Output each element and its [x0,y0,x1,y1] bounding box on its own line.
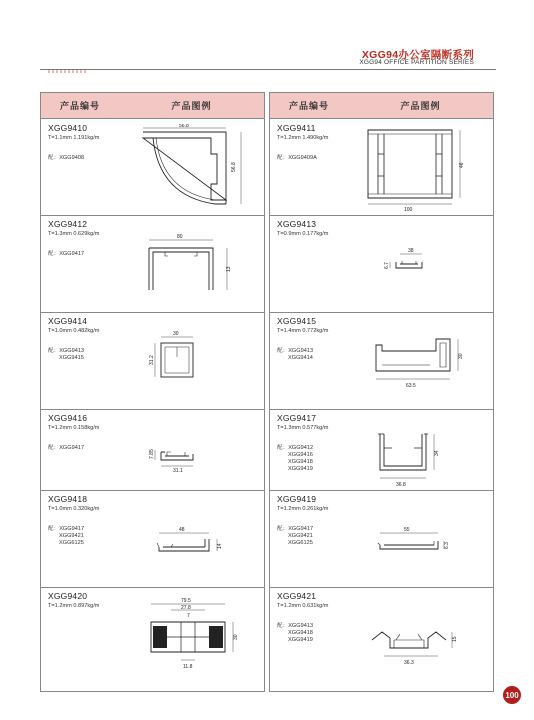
match-list [277,526,313,547]
svg-text:79.5: 79.5 [181,598,191,604]
product-cell-xgg9415 [270,313,493,409]
match-label: 配： [48,526,60,532]
match-list [277,348,313,362]
product-spec: T=1.0mm 0.482kg/m [48,328,100,334]
product-spec: T=1.0mm 0.320kg/m [48,506,100,512]
match-label: 配： [277,445,289,451]
svg-text:55: 55 [404,527,410,533]
match-item: XGG9418 [288,630,313,636]
profile-drawing [131,317,261,405]
match-item: XGG9417 [59,251,85,257]
column-header [270,93,493,119]
match-item: XGG9415 [59,355,84,361]
drawing-header: 产品图例 [400,101,441,111]
profile-drawing [131,124,261,212]
match-list [277,445,313,473]
match-label: 配： [277,623,289,629]
svg-text:30: 30 [233,634,239,640]
match-label: 配： [277,526,289,532]
profile-drawing [360,495,490,583]
column-header [41,93,264,119]
svg-text:14: 14 [217,543,223,549]
svg-text:36.8: 36.8 [396,482,406,488]
product-spec: T=1.2mm 0.897kg/m [48,603,100,609]
profile-drawing [131,495,261,583]
profile-drawing [360,220,490,308]
product-code: XGG9411 [277,123,316,133]
match-list [48,348,84,362]
svg-text:38: 38 [408,248,414,254]
svg-text:6.7: 6.7 [384,262,390,269]
svg-text:34: 34 [434,450,440,456]
product-spec: T=1.3mm 0.629kg/m [48,231,100,237]
match-label: 配： [48,155,60,161]
match-list [48,445,84,452]
svg-text:11.8: 11.8 [183,664,193,670]
product-code: XGG9421 [277,591,317,601]
svg-text:7.85: 7.85 [149,449,155,459]
product-code: XGG9412 [48,219,88,229]
header-subtitle: XGG94 OFFICE PARTITION SERIES [359,59,474,66]
match-item: XGG9419 [288,637,313,643]
svg-text:15: 15 [452,636,458,642]
svg-text:27.8: 27.8 [181,605,191,611]
match-list [277,623,313,644]
svg-text:7: 7 [187,613,190,619]
product-cell-xgg9413 [270,216,493,312]
svg-text:63.5: 63.5 [406,383,416,389]
match-item: XGG9408 [59,155,85,161]
code-header: 产品编号 [59,101,100,111]
match-item: XGG9418 [288,459,313,465]
product-code: XGG9410 [48,123,88,133]
profile-drawing [131,414,261,502]
match-item: XGG9421 [59,533,84,539]
match-item: XGG9413 [59,348,85,354]
product-code: XGG9414 [48,316,88,326]
profile-drawing [131,592,261,680]
product-spec: T=1.2mm 0.631kg/m [277,603,329,609]
product-cell-xgg9418 [41,491,264,587]
match-label: 配： [48,348,60,354]
svg-text:6.3: 6.3 [444,542,450,549]
product-spec: T=1.4mm 0.772kg/m [277,328,329,334]
match-item: XGG9417 [288,526,314,532]
header-dots [48,70,86,73]
product-spec: T=1.1mm 1.191kg/m [48,135,100,141]
product-spec: T=1.2mm 1.490kg/m [277,135,329,141]
product-cell-xgg9421 [270,588,493,684]
product-code: XGG9420 [48,591,88,601]
svg-text:56.8: 56.8 [179,124,189,129]
product-code: XGG9415 [277,316,317,326]
product-cell-xgg9419 [270,491,493,587]
product-code: XGG9418 [48,494,88,504]
product-spec: T=1.2mm 0.261kg/m [277,506,329,512]
match-item: XGG9417 [59,526,85,532]
match-item: XGG9413 [288,348,314,354]
match-item: XGG9417 [59,445,85,451]
product-cell-xgg9411 [270,120,493,216]
svg-text:30: 30 [458,353,464,359]
profile-drawing [360,592,490,680]
svg-text:48: 48 [179,527,185,533]
drawing-header: 产品图例 [171,101,212,111]
page-number: 100 [503,686,521,704]
match-label: 配： [277,348,289,354]
header-rule [40,69,496,70]
match-item: XGG9413 [288,623,314,629]
match-label: 配： [48,251,60,257]
profile-drawing [360,124,490,212]
match-item: XGG6125 [288,540,313,546]
svg-text:30: 30 [173,331,179,337]
match-item: XGG9419 [288,466,313,472]
match-list [48,155,84,162]
match-label: 配： [277,155,289,161]
product-cell-xgg9412 [41,216,264,312]
header-title: XGG94办公室隔断系列 [361,49,474,61]
product-cell-xgg9410 [41,120,264,216]
match-item: XGG9421 [288,533,313,539]
product-cell-xgg9414 [41,313,264,409]
product-spec: T=1.2mm 0.158kg/m [48,425,100,431]
match-list [48,251,84,258]
svg-text:80: 80 [177,234,183,240]
svg-text:56.8: 56.8 [231,162,237,172]
match-item: XGG9416 [288,452,313,458]
svg-text:13: 13 [226,266,232,272]
svg-text:46: 46 [459,162,465,168]
left-column [40,92,265,692]
svg-text:31.1: 31.1 [173,468,183,474]
product-code: XGG9417 [277,413,317,423]
product-code: XGG9413 [277,219,317,229]
match-item: XGG9414 [288,355,313,361]
svg-text:100: 100 [404,207,413,212]
code-header: 产品编号 [288,101,329,111]
match-list [277,155,317,162]
product-table [40,92,494,692]
product-code: XGG9416 [48,413,88,423]
right-column [269,92,494,692]
product-cell-xgg9420 [41,588,264,684]
product-spec: T=1.3mm 0.577kg/m [277,425,329,431]
profile-drawing [360,414,490,502]
svg-text:31.2: 31.2 [149,355,155,365]
profile-drawing [131,220,261,308]
match-item: XGG9409A [288,155,317,161]
product-code: XGG9419 [277,494,317,504]
match-list [48,526,84,547]
product-spec: T=0.9mm 0.177kg/m [277,231,329,237]
match-item: XGG6125 [59,540,84,546]
match-item: XGG9412 [288,445,314,451]
profile-drawing [360,317,490,405]
svg-text:36.3: 36.3 [404,660,414,666]
match-label: 配： [48,445,60,451]
